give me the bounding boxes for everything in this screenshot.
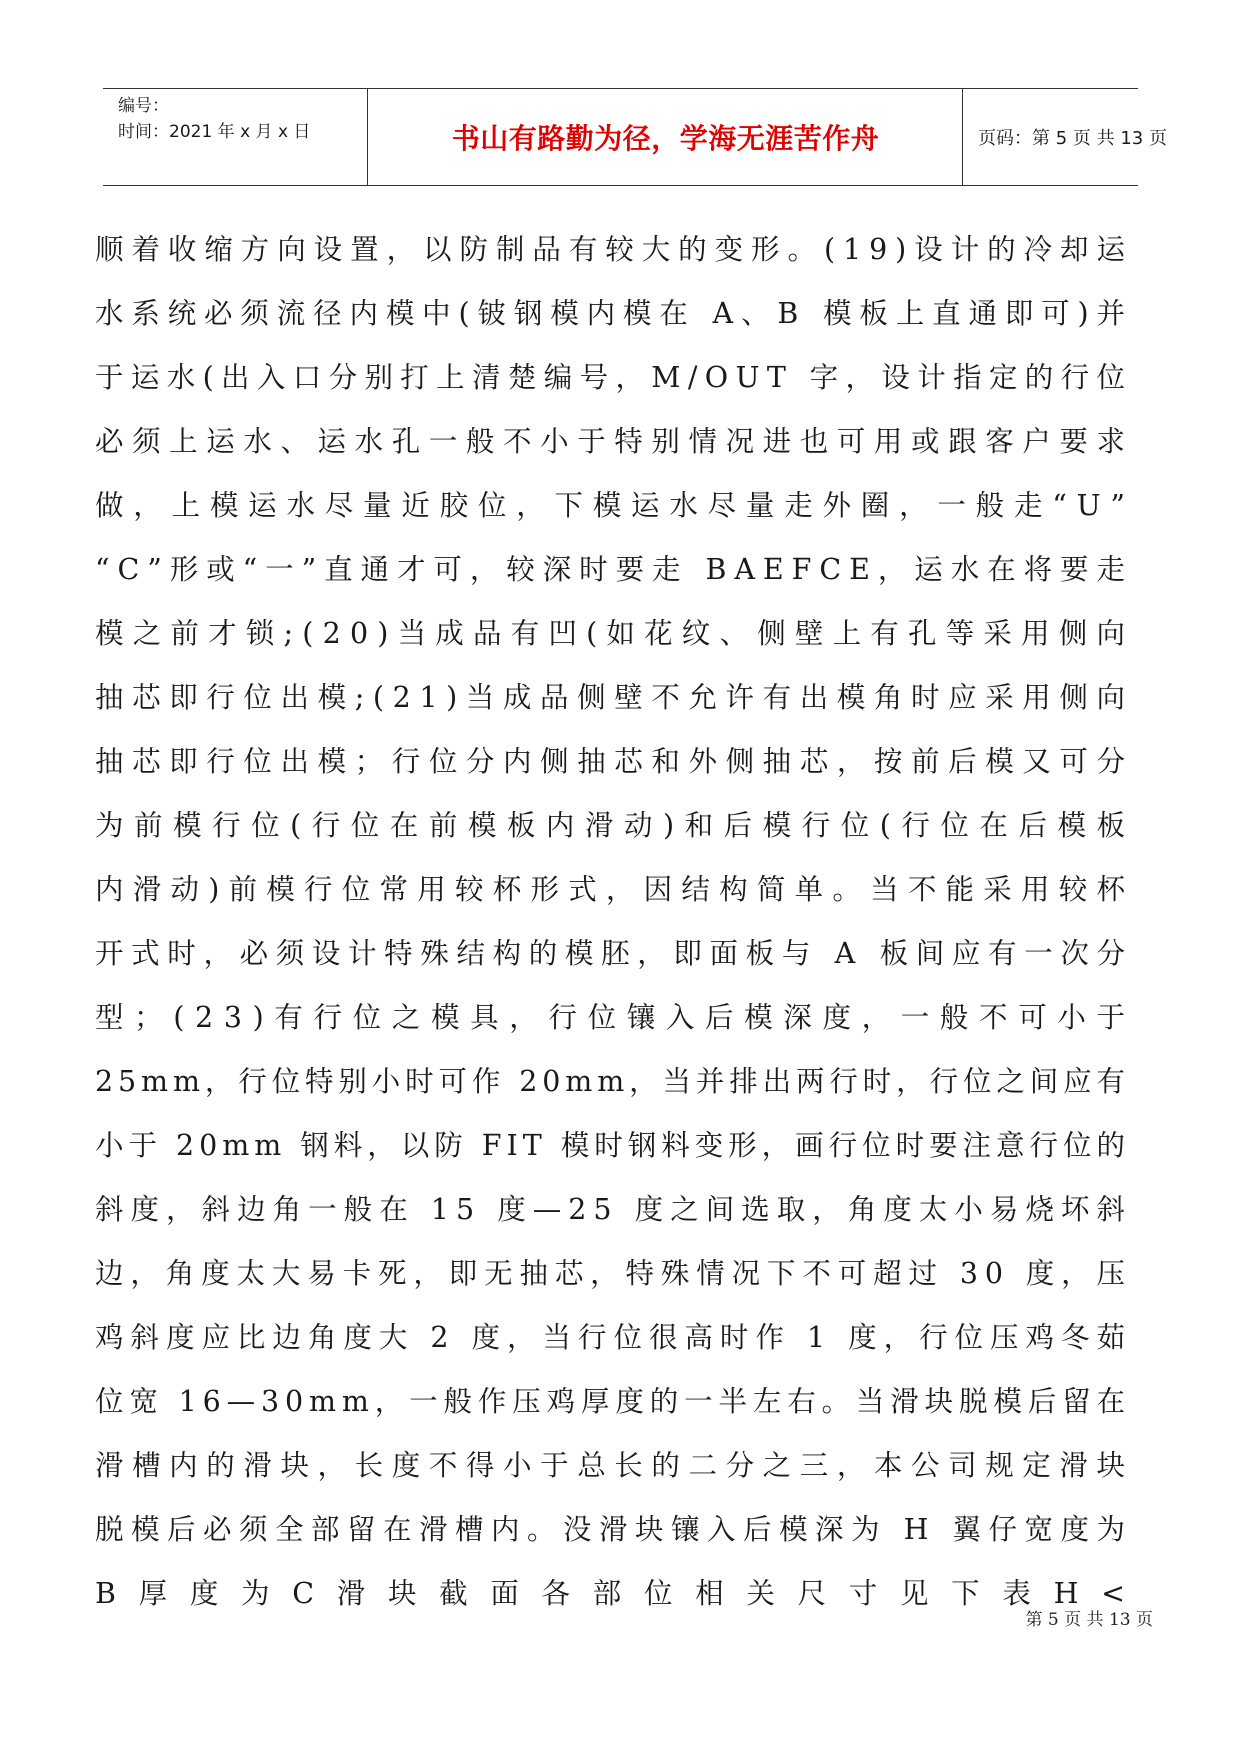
body-line: 脱模后必须全部留在滑槽内。没滑块镶入后模深为 H 翼仔宽度为: [95, 1513, 1133, 1546]
body-line: 25mm，行位特别小时可作 20mm，当并排出两行时，行位之间应有: [95, 1065, 1130, 1098]
number-label: 编号：: [118, 96, 169, 116]
body-line: 必须上运水、运水孔一般不小于特别情况进也可用或跟客户要求: [95, 425, 1134, 458]
body-line: 鸡斜度应比边角度大 2 度，当行位很高时作 1 度，行位压鸡冬茹: [95, 1321, 1132, 1354]
body-line: 小于 20mm 钢料，以防 FIT 模时钢料变形，画行位时要注意行位的: [95, 1129, 1130, 1162]
body-line: B 厚 度 为 C 滑 块 截 面 各 部 位 相 关 尺 寸 见 下 表 H <: [95, 1577, 1132, 1610]
page-code: 页码：第 5 页 共 13 页: [978, 128, 1167, 149]
document-body: [95, 218, 1136, 1626]
body-line: 内滑动)前模行位常用较杯形式，因结构简单。当不能采用较杯: [95, 873, 1135, 906]
time-label: 时间：2021 年 x 月 x 日: [118, 122, 311, 142]
body-line: 抽芯即行位出模；行位分内侧抽芯和外侧抽芯，按前后模又可分: [95, 745, 1134, 778]
body-line: 边，角度太大易卡死，即无抽芯，特殊情况下不可超过 30 度，压: [95, 1257, 1132, 1290]
body-line: 做，上模运水尽量近胶位，下模运水尽量走外圈，一般走“U”: [95, 489, 1135, 522]
page-footer: 第 5 页 共 13 页: [1025, 1610, 1153, 1630]
body-line: 斜度，斜边角一般在 15 度—25 度之间选取，角度太小易烧坏斜: [95, 1193, 1133, 1226]
body-line: 抽芯即行位出模;(21)当成品侧壁不允许有出模角时应采用侧向: [95, 681, 1134, 714]
page-header: [103, 88, 1167, 186]
body-line: 位宽 16—30mm，一般作压鸡厚度的一半左右。当滑块脱模后留在: [95, 1385, 1131, 1418]
body-line: 顺着收缩方向设置，以防制品有较大的变形。(19)设计的冷却运: [95, 233, 1133, 266]
header-motto-cell: [369, 89, 963, 185]
body-line: 滑槽内的滑块，长度不得小于总长的二分之三，本公司规定滑块: [95, 1449, 1134, 1482]
body-line: 为前模行位(行位在前模板内滑动)和后模行位(行位在后模板: [95, 809, 1136, 842]
header-meta-cell: [103, 89, 368, 185]
header-page-cell: [964, 89, 1167, 185]
body-line: “C”形或“一”直通才可，较深时要走 BAEFCE，运水在将要走: [95, 553, 1133, 586]
body-line: 于运水(出入口分别打上清楚编号，M/OUT 字，设计指定的行位: [95, 361, 1133, 394]
body-line: 模之前才锁;(20)当成品有凹(如花纹、侧壁上有孔等采用侧向: [95, 617, 1135, 650]
body-line: 型；(23)有行位之模具，行位镶入后模深度，一般不可小于: [95, 1001, 1136, 1034]
motto-text: 书山有路勤为径，学海无涯苦作舟: [451, 122, 880, 155]
body-line: 开式时，必须设计特殊结构的模胚，即面板与 A 板间应有一次分: [95, 937, 1133, 970]
body-line: 水系统必须流径内模中(铍钢模内模在 A、B 模板上直通即可)并: [95, 297, 1133, 330]
